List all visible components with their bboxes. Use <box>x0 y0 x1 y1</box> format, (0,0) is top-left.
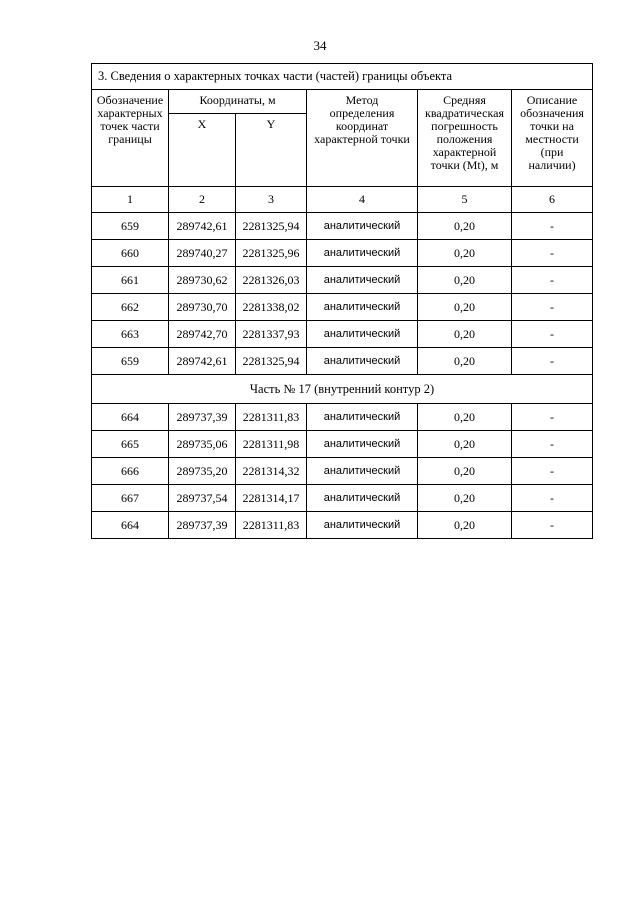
method-cell: аналитический <box>307 321 418 348</box>
description-cell: - <box>512 348 593 375</box>
column-number: 5 <box>418 187 512 213</box>
description-cell: - <box>512 294 593 321</box>
point-cell: 666 <box>92 458 169 485</box>
point-cell: 664 <box>92 404 169 431</box>
x-cell: 289737,39 <box>169 512 236 539</box>
header-coordinates: Координаты, м <box>169 90 307 114</box>
method-cell: аналитический <box>307 485 418 512</box>
x-cell: 289742,61 <box>169 213 236 240</box>
x-cell: 289737,39 <box>169 404 236 431</box>
description-cell: - <box>512 240 593 267</box>
error-cell: 0,20 <box>418 321 512 348</box>
header-method: Метод определения координат характерной точки <box>307 90 418 187</box>
error-cell: 0,20 <box>418 404 512 431</box>
method-cell: аналитический <box>307 213 418 240</box>
error-cell: 0,20 <box>418 294 512 321</box>
error-cell: 0,20 <box>418 431 512 458</box>
point-cell: 660 <box>92 240 169 267</box>
x-cell: 289735,20 <box>169 458 236 485</box>
table-row <box>92 267 593 294</box>
description-cell: - <box>512 404 593 431</box>
table-row <box>92 348 593 375</box>
column-number: 2 <box>169 187 236 213</box>
y-cell: 2281311,98 <box>236 431 307 458</box>
y-cell: 2281337,93 <box>236 321 307 348</box>
table-row <box>92 458 593 485</box>
description-cell: - <box>512 431 593 458</box>
header-error: Средняя квадратическая погрешность положения характерной точки (Mt), м <box>418 90 512 187</box>
method-cell: аналитический <box>307 512 418 539</box>
x-cell: 289730,62 <box>169 267 236 294</box>
error-cell: 0,20 <box>418 485 512 512</box>
page-number: 34 <box>313 38 327 53</box>
table-row <box>92 431 593 458</box>
column-number: 1 <box>92 187 169 213</box>
x-cell: 289740,27 <box>169 240 236 267</box>
error-cell: 0,20 <box>418 240 512 267</box>
y-cell: 2281314,32 <box>236 458 307 485</box>
y-cell: 2281326,03 <box>236 267 307 294</box>
x-cell: 289735,06 <box>169 431 236 458</box>
column-number: 4 <box>307 187 418 213</box>
header-description: Описание обозначения точки на местности (при наличии) <box>512 90 593 187</box>
table-row <box>92 512 593 539</box>
method-cell: аналитический <box>307 431 418 458</box>
method-cell: аналитический <box>307 348 418 375</box>
header-y: Y <box>236 114 307 187</box>
table-row <box>92 213 593 240</box>
point-cell: 663 <box>92 321 169 348</box>
x-cell: 289742,70 <box>169 321 236 348</box>
y-cell: 2281325,96 <box>236 240 307 267</box>
table-row <box>92 404 593 431</box>
table-row <box>92 294 593 321</box>
description-cell: - <box>512 458 593 485</box>
table-row <box>92 240 593 267</box>
table-caption: 3. Сведения о характерных точках части (частей) границы объекта <box>92 64 593 90</box>
y-cell: 2281325,94 <box>236 348 307 375</box>
column-number: 3 <box>236 187 307 213</box>
method-cell: аналитический <box>307 404 418 431</box>
error-cell: 0,20 <box>418 267 512 294</box>
x-cell: 289730,70 <box>169 294 236 321</box>
y-cell: 2281311,83 <box>236 512 307 539</box>
y-cell: 2281311,83 <box>236 404 307 431</box>
x-cell: 289742,61 <box>169 348 236 375</box>
x-cell: 289737,54 <box>169 485 236 512</box>
point-cell: 664 <box>92 512 169 539</box>
description-cell: - <box>512 485 593 512</box>
method-cell: аналитический <box>307 458 418 485</box>
error-cell: 0,20 <box>418 458 512 485</box>
description-cell: - <box>512 267 593 294</box>
point-cell: 659 <box>92 348 169 375</box>
section-title: Часть № 17 (внутренний контур 2) <box>92 375 593 404</box>
description-cell: - <box>512 321 593 348</box>
y-cell: 2281338,02 <box>236 294 307 321</box>
error-cell: 0,20 <box>418 348 512 375</box>
error-cell: 0,20 <box>418 512 512 539</box>
table-row <box>92 485 593 512</box>
header-x: X <box>169 114 236 187</box>
point-cell: 667 <box>92 485 169 512</box>
description-cell: - <box>512 213 593 240</box>
method-cell: аналитический <box>307 240 418 267</box>
point-cell: 662 <box>92 294 169 321</box>
method-cell: аналитический <box>307 294 418 321</box>
error-cell: 0,20 <box>418 213 512 240</box>
y-cell: 2281314,17 <box>236 485 307 512</box>
header-point-designation: Обозначение характерных точек части границы <box>92 90 169 187</box>
y-cell: 2281325,94 <box>236 213 307 240</box>
table-row <box>92 321 593 348</box>
description-cell: - <box>512 512 593 539</box>
point-cell: 659 <box>92 213 169 240</box>
boundary-points-table <box>91 63 593 539</box>
method-cell: аналитический <box>307 267 418 294</box>
point-cell: 661 <box>92 267 169 294</box>
point-cell: 665 <box>92 431 169 458</box>
column-number: 6 <box>512 187 593 213</box>
